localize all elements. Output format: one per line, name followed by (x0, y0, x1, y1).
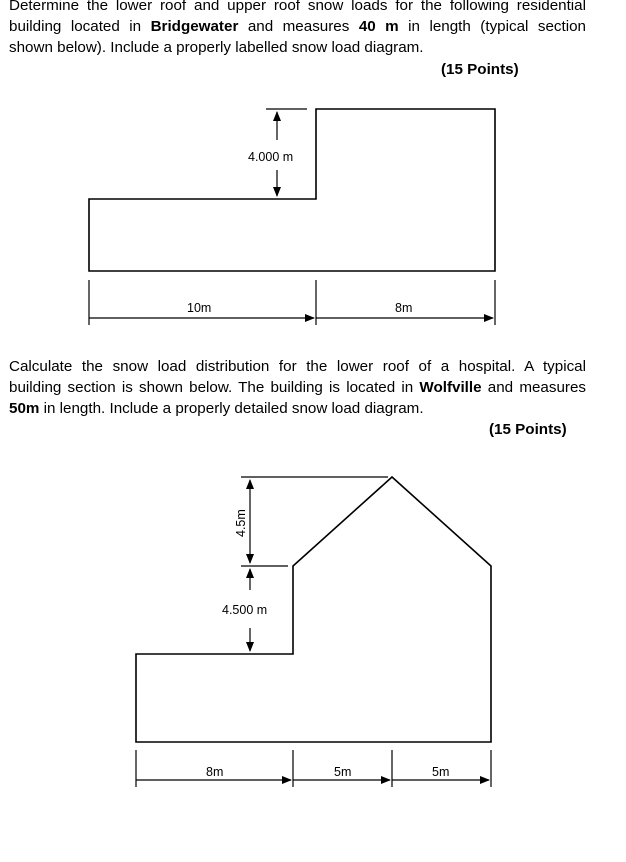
length-40m: 40 m (358, 18, 399, 35)
location-bridgewater: Bridgewater (150, 18, 239, 35)
problem1-height-label: 4.000 m (248, 150, 294, 164)
length-50m: 50m (9, 400, 40, 417)
problem1-points: (15 Points) (441, 61, 519, 78)
problem1-line2-text: building located in (9, 18, 151, 35)
problem2-dim-b-label: 5m (334, 765, 352, 779)
problem1-line2-mid: and measures (238, 18, 359, 35)
problem1-line1: Determine the lower roof and upper roof snow loads for the following residential (9, 0, 586, 14)
problem2-dim-a-label: 8m (206, 765, 224, 779)
problem1-line2-post: in length (typical section (398, 18, 587, 35)
problem2-line2-post: and measures (481, 379, 586, 396)
problem2-step-height-label: 4.500 m (222, 603, 268, 617)
problem1-dim-right-label: 8m (395, 301, 413, 315)
problem2-building-outline (136, 477, 491, 742)
problem2-line1: Calculate the snow load distribution for the lower roof of a hospital. A typical (9, 358, 586, 375)
problem2-dim-c-label: 5m (432, 765, 450, 779)
problem1-dim-left-label: 10m (187, 301, 212, 315)
problem2-line2-text: building section is shown below. The building is located in (9, 379, 420, 396)
problem2-line3-text: in length. Include a properly detailed snow load diagram. (39, 400, 424, 417)
problem2-points: (15 Points) (489, 421, 567, 438)
problem1-line3: shown below). Include a properly labelled snow load diagram. (9, 39, 424, 56)
location-wolfville: Wolfville (419, 379, 482, 396)
problem2-roof-height-label: 4.5m (234, 509, 248, 537)
